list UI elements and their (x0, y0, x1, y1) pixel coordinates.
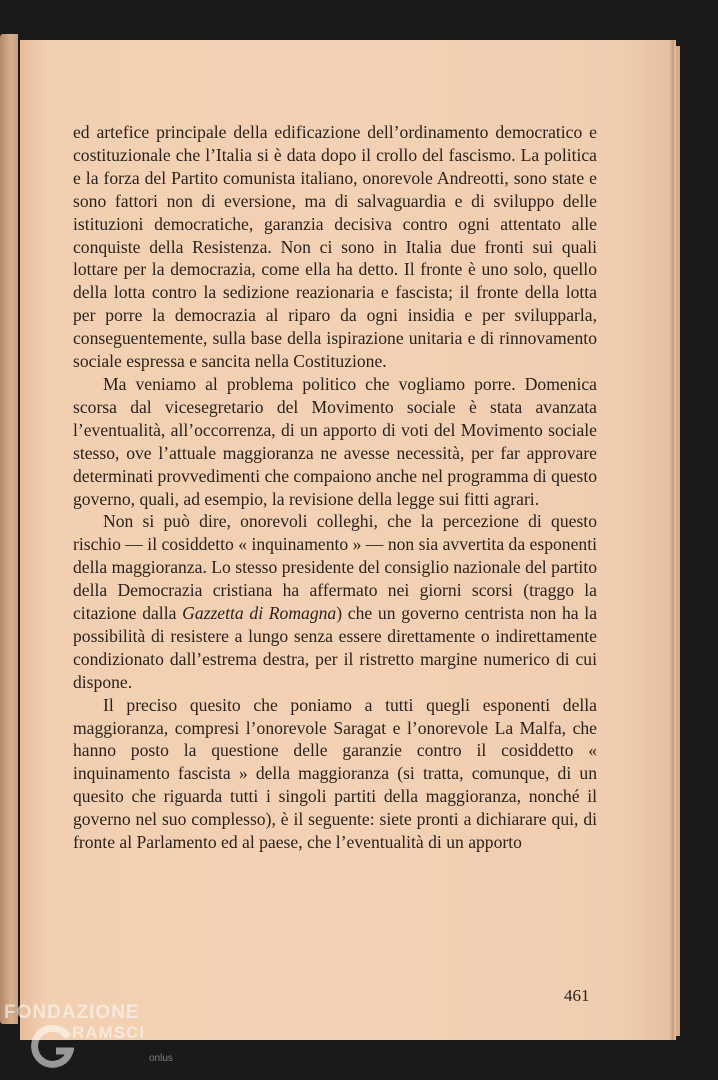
page-number: 461 (564, 986, 590, 1005)
paragraph-1: ed artefice principale della edificazione dell’ordinamento democratico e costituzionale che l’Italia si è data dopo il crollo del fascismo. La politica e la forza del Partito comunista italiano, onorevole Andreotti, sono state e sono fattori non di eversione, ma di salvaguardia e di sviluppo delle istituzioni democratiche, garanzia decisiva contro ogni attentato alle conquiste della Resistenza. Non ci sono in Italia due fronti sui quali lottare per la democrazia, come ella ha detto. Il fronte è uno solo, quello della lotta contro la sedizione reazionaria e fascista; il fronte della lotta per porre la democrazia al riparo da ogni insidia e per svilupparla, conseguentemente, sulla base della ispirazione unitaria e di rinnovamento sociale espressa e sancita nella Costituzione. (73, 122, 597, 372)
watermark-line1: FONDAZIONE (4, 1002, 140, 1023)
paragraph-2: Ma veniamo al problema politico che vogliamo porre. Domenica scorsa dal vicesegretario del Movimento sociale è stata avanzata l’eventualità, all’occorrenza, di un apporto di voti del Movimento sociale stesso, ove l’attuale maggioranza ne avesse necessità, per far approvare determinati provvedimenti che compaiono anche nel programma di questo governo, quali, ad esempio, la revisione della legge sui fitti agrari. (73, 373, 597, 509)
watermark-line2: RAMSCI (72, 1023, 146, 1042)
paragraph-3-end: ) che un governo centrista non ha la possibilità di resistere a lungo senza essere direttamente o indirettamente condizionato dall’estrema destra, per il ristretto margine numerico di cui dispone. (73, 603, 597, 692)
watermark-suffix: onlus (149, 1053, 173, 1064)
newspaper-title: Gazzetta di Romagna (182, 603, 337, 624)
watermark (4, 999, 204, 1079)
page-stack-edge (670, 46, 680, 1036)
paragraph-3-start: Non si può dire, onorevoli colleghi, che la percezione di questo rischio — il cosiddetto « inquinamento » — non sia avvertita da esponenti della maggioranza. Lo stesso presidente del consiglio nazionale del partito della Democrazia cristiana ha affermato nei giorni scorsi (traggo la citazione dalla (73, 511, 597, 624)
previous-page-edge (0, 34, 18, 1024)
body-text (73, 121, 597, 854)
watermark-logo-icon (30, 1025, 74, 1069)
paragraph-3 (73, 510, 597, 693)
paragraph-4: Il preciso quesito che poniamo a tutti quegli esponenti della maggioranza, compresi l’onorevole Saragat e l’onorevole La Malfa, che hanno posto la questione delle garanzie contro il cosiddetto « inquinamento fascista » della maggioranza (si tratta, comunque, di un quesito che riguarda tutti i singoli partiti della maggioranza, nonché il governo nel suo complesso), è il seguente: siete pronti a dichiarare qui, di fronte al Parlamento ed al paese, che l’eventualità di un apporto (73, 694, 597, 853)
